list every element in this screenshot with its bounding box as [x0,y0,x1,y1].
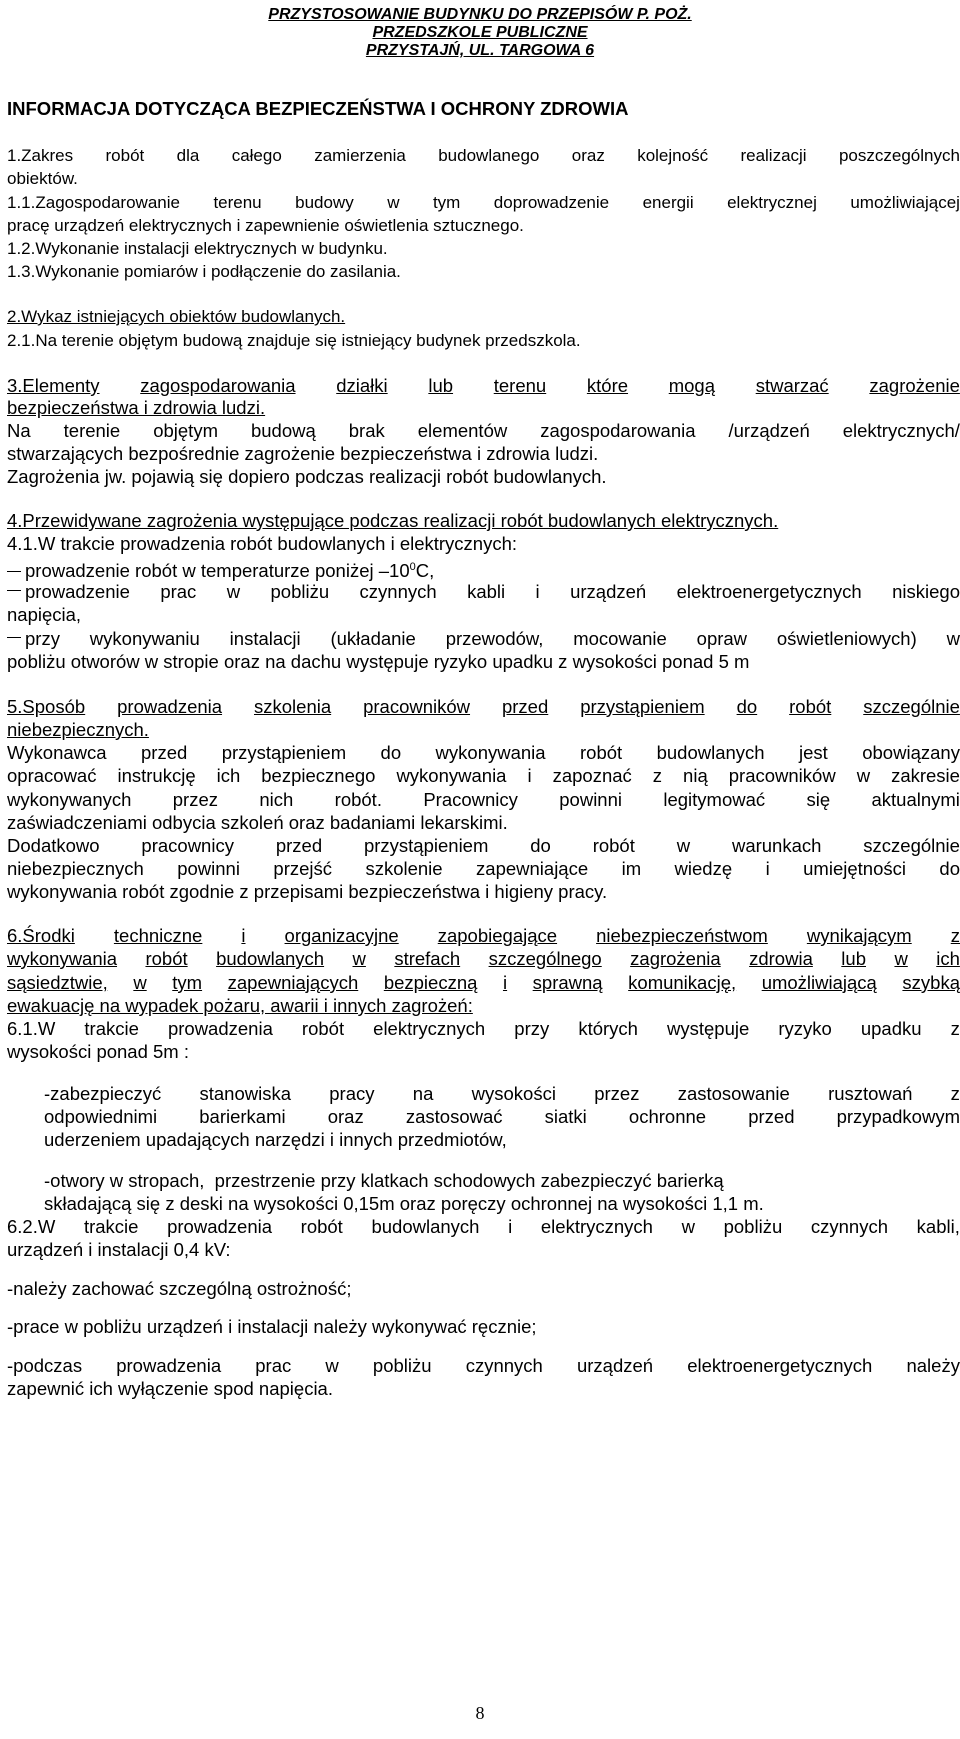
header-line-1: PRZYSTOSOWANIE BUDYNKU DO PRZEPISÓW P. POŻ. [268,6,692,23]
section-3-heading: 3.Elementy zagospodarowania działki lub terenu które mogą stwarzać zagrożenie [7,375,960,396]
section-1-heading-cont: obiektów. [7,169,78,188]
section-3-para-3: Zagrożenia jw. pojawią się dopiero podczas realizacji robót budowlanych. [7,466,607,487]
section-5-para-7: wykonywania robót zgodnie z przepisami bezpieczeństwa i higieny pracy. [7,881,608,902]
hazard-bullet-2: prowadzenie prac w pobliżu czynnych kabli i urządzeń elektroenergetycznych niskiego [7,581,960,603]
section-6-heading-2: wykonywania robót budowlanych w strefach szczególnego zagrożenia zdrowia lub w ich [7,948,960,969]
hazard-bullet-2-cont: napięcia, [7,604,82,625]
item-2-1: 2.1.Na terenie objętym budową znajduje się istniejący budynek przedszkola. [7,331,581,350]
measure-2-line-1: -otwory w stropach, przestrzenie przy klatkach schodowych zabezpieczyć barierką [44,1170,724,1191]
document-title: INFORMACJA DOTYCZĄCA BEZPIECZEŃSTWA I OCHRONY ZDROWIA [7,98,629,119]
item-1-2: 1.2.Wykonanie instalacji elektrycznych w budynku. [7,239,388,258]
measure-1-line-1: -zabezpieczyć stanowiska pracy na wysokości przez zastosowanie rusztowań z [44,1083,960,1104]
section-5-para-2: opracować instrukcję ich bezpiecznego wykonywania i zapoznać z nią pracowników w zakresie [7,765,960,786]
section-5-para-5: Dodatkowo pracownicy przed przystąpieniem do robót w warunkach szczególnie [7,835,960,856]
section-5-heading-cont: niebezpiecznych. [7,719,149,740]
header-line-3: PRZYSTAJŃ, UL. TARGOWA 6 [365,42,595,59]
dash-icon [7,571,21,572]
precaution-3-cont: zapewnić ich wyłączenie spod napięcia. [7,1378,333,1399]
precaution-2: -prace w pobliżu urządzeń i instalacji należy wykonywać ręcznie; [7,1316,537,1337]
section-3-para-1: Na terenie objętym budową brak elementów zagospodarowania /urządzeń elektrycznych/ [7,420,960,441]
item-1-1-cont: pracę urządzeń elektrycznych i zapewnienie oświetlenia sztucznego. [7,216,524,235]
hazard-bullet-3-cont: pobliżu otworów w stropie oraz na dachu występuje ryzyko upadku z wysokości ponad 5 m [7,651,750,672]
item-1-3: 1.3.Wykonanie pomiarów i podłączenie do zasilania. [7,262,401,281]
section-3-para-2: stwarzających bezpośrednie zagrożenie bezpieczeństwa i zdrowia ludzi. [7,443,599,464]
section-3-heading-cont: bezpieczeństwa i zdrowia ludzi. [7,397,266,418]
precaution-1: -należy zachować szczególną ostrożność; [7,1278,352,1299]
precaution-3: -podczas prowadzenia prac w pobliżu czynnych urządzeń elektroenergetycznych należy [7,1355,960,1376]
section-6-heading-4: ewakuację na wypadek pożaru, awarii i innych zagrożeń: [7,995,473,1016]
page-number: 8 [475,1703,485,1723]
section-6-heading-3: sąsiedztwie, w tym zapewniających bezpieczną i sprawną komunikację, umożliwiającą szybką [7,972,960,993]
section-5-para-3: wykonywanych przez nich robót. Pracownicy powinni legitymować się aktualnymi [7,789,960,810]
section-5-para-4: zaświadczeniami odbycia szkoleń oraz badaniami lekarskimi. [7,812,508,833]
hazard-bullet-1: prowadzenie robót w temperaturze poniżej $-10^0C$, [7,556,434,582]
section-6-heading: 6.Środki techniczne i organizacyjne zapobiegające niebezpieczeństwom wynikającym z [7,925,960,946]
section-5-para-1: Wykonawca przed przystąpieniem do wykonywania robót budowlanych jest obowiązany [7,742,960,763]
dash-icon [7,637,21,649]
dash-icon [7,590,21,602]
section-5-para-6: niebezpiecznych powinni przejść szkolenie zapewniające im wiedzę i umiejętności do [7,858,960,879]
measure-2-line-2: składającą się z deski na wysokości 0,15m oraz poręczy ochronnej na wysokości 1,1 m. [44,1193,764,1214]
measure-1-line-3: uderzeniem upadających narzędzi i innych przedmiotów, [44,1129,507,1150]
header-line-2: PRZEDSZKOLE PUBLICZNE [372,24,588,41]
item-6-2-cont: urządzeń i instalacji 0,4 kV: [7,1239,231,1260]
measure-1-line-2: odpowiednimi barierkami oraz zastosować siatki ochronne przed przypadkowym [44,1106,960,1127]
item-1-1: 1.1.Zagospodarowanie terenu budowy w tym doprowadzenie energii elektrycznej umożliwiającej [7,193,960,212]
section-2-heading: 2.Wykaz istniejących obiektów budowlanych. [7,307,346,326]
item-4-1: 4.1.W trakcie prowadzenia robót budowlanych i elektrycznych: [7,533,518,554]
section-5-heading: 5.Sposób prowadzenia szkolenia pracowników przed przystąpieniem do robót szczególnie [7,696,960,717]
section-1-heading: 1.Zakres robót dla całego zamierzenia budowlanego oraz kolejność realizacji poszczególnych [7,146,960,165]
hazard-bullet-3: przy wykonywaniu instalacji (układanie przewodów, mocowanie opraw oświetleniowych) w [7,628,960,650]
section-4-heading: 4.Przewidywane zagrożenia występujące podczas realizacji robót budowlanych elektrycznych. [7,510,779,531]
item-6-1-cont: wysokości ponad 5m : [7,1041,190,1062]
item-6-2: 6.2.W trakcie prowadzenia robót budowlanych i elektrycznych w pobliżu czynnych kabli, [7,1216,960,1237]
item-6-1: 6.1.W trakcie prowadzenia robót elektrycznych przy których występuje ryzyko upadku z [7,1018,960,1039]
